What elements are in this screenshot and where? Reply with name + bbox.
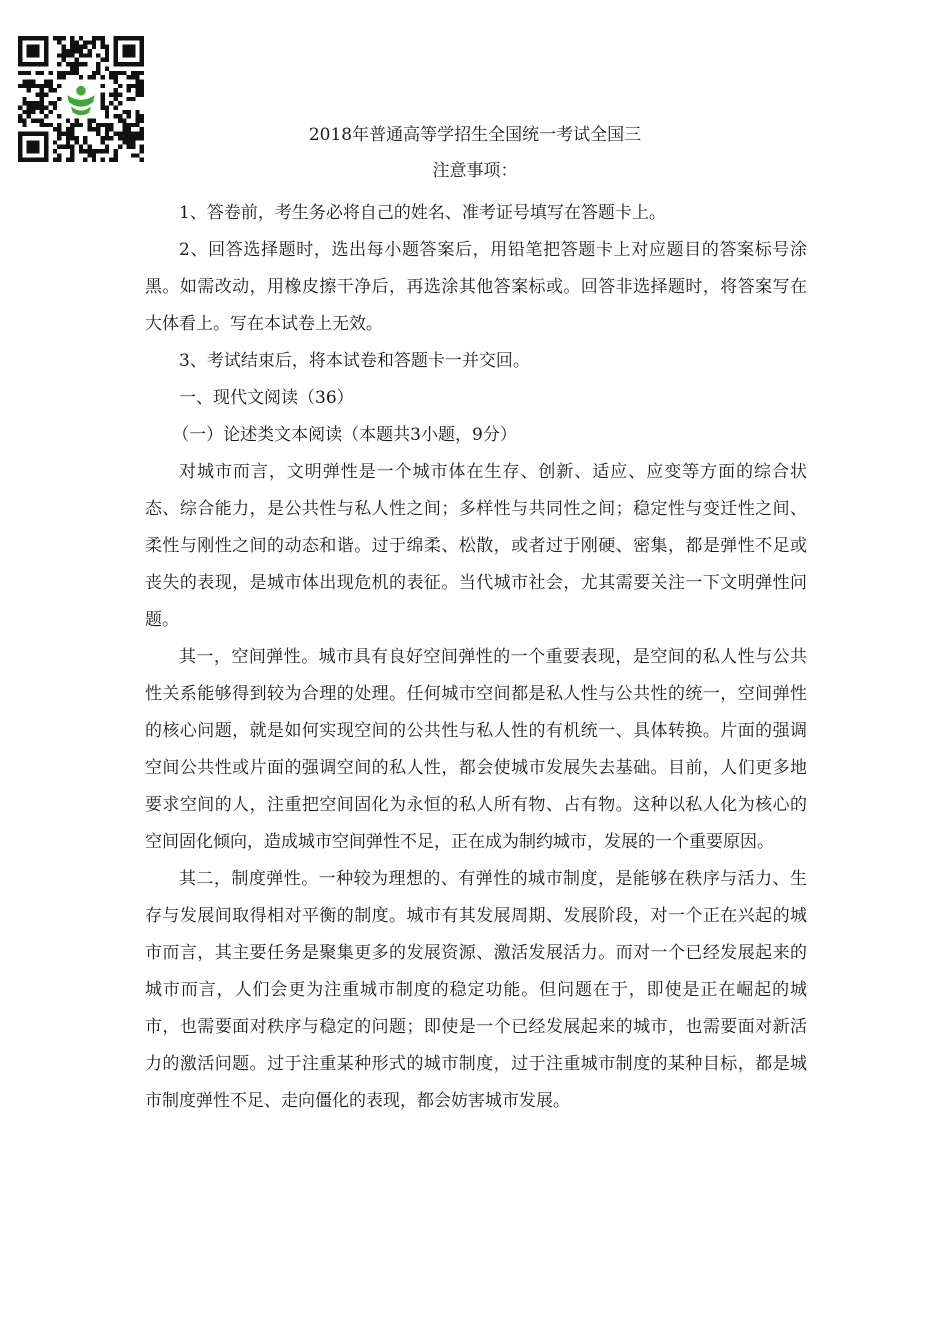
qr-module xyxy=(31,53,35,57)
qr-module xyxy=(140,79,144,83)
section-subtitle: （一）论述类文本阅读（本题共3小题，9分） xyxy=(172,425,517,445)
qr-module xyxy=(114,58,118,62)
qr-module xyxy=(79,149,83,153)
qr-module xyxy=(105,110,109,114)
qr-module xyxy=(22,36,26,40)
qr-module xyxy=(70,40,74,44)
qr-module xyxy=(57,36,61,40)
qr-module xyxy=(101,97,105,101)
qr-module xyxy=(127,88,131,92)
qr-module xyxy=(27,36,31,40)
qr-module xyxy=(18,106,22,110)
qr-module xyxy=(31,49,35,53)
qr-module xyxy=(79,36,83,40)
qr-module xyxy=(88,75,92,79)
qr-module xyxy=(101,149,105,153)
qr-module xyxy=(96,62,100,66)
qr-module xyxy=(35,149,39,153)
qr-module xyxy=(88,149,92,153)
qr-module xyxy=(118,36,122,40)
qr-module xyxy=(92,36,96,40)
qr-module xyxy=(122,49,126,53)
qr-module xyxy=(105,45,109,49)
qr-module xyxy=(70,62,74,66)
qr-module xyxy=(18,71,22,75)
qr-module xyxy=(27,101,31,105)
qr-module xyxy=(35,84,39,88)
qr-module xyxy=(44,36,48,40)
qr-module xyxy=(18,53,22,57)
qr-module xyxy=(122,71,126,75)
qr-module xyxy=(31,84,35,88)
qr-module xyxy=(114,45,118,49)
qr-module xyxy=(140,149,144,153)
qr-module xyxy=(114,62,118,66)
qr-module xyxy=(79,75,83,79)
qr-module xyxy=(140,58,144,62)
qr-module xyxy=(131,71,135,75)
qr-module xyxy=(88,40,92,44)
qr-module xyxy=(96,149,100,153)
qr-module xyxy=(44,149,48,153)
qr-module xyxy=(114,40,118,44)
qr-module xyxy=(79,53,83,57)
qr-module xyxy=(61,58,65,62)
qr-module xyxy=(48,110,52,114)
qr-module xyxy=(57,53,61,57)
qr-module xyxy=(53,101,57,105)
qr-module xyxy=(88,153,92,157)
qr-module xyxy=(74,49,78,53)
qr-module xyxy=(57,97,61,101)
qr-module xyxy=(131,36,135,40)
qr-module xyxy=(74,45,78,49)
qr-module xyxy=(118,71,122,75)
qr-module xyxy=(118,62,122,66)
notice-heading: 注意事项： xyxy=(432,161,518,181)
qr-module xyxy=(27,84,31,88)
qr-module xyxy=(127,110,131,114)
qr-module xyxy=(122,45,126,49)
qr-module xyxy=(40,88,44,92)
qr-module xyxy=(18,62,22,66)
qr-module xyxy=(18,45,22,49)
qr-module xyxy=(140,71,144,75)
qr-module xyxy=(88,53,92,57)
qr-module xyxy=(92,71,96,75)
qr-module xyxy=(18,84,22,88)
qr-module xyxy=(92,153,96,157)
qr-module xyxy=(31,106,35,110)
qr-module xyxy=(101,84,105,88)
qr-module xyxy=(135,79,139,83)
qr-module xyxy=(27,45,31,49)
qr-module xyxy=(83,40,87,44)
qr-module xyxy=(140,114,144,118)
qr-module xyxy=(35,106,39,110)
qr-module xyxy=(66,71,70,75)
qr-module xyxy=(122,53,126,57)
qr-module xyxy=(127,36,131,40)
qr-module xyxy=(61,45,65,49)
paragraph-1: 对城市而言，文明弹性是一个城市体在生存、创新、适应、应变等方面的综合状态、综合能力，是公共性与私人性之间；多样性与共同性之间；稳定性与变迁性之间、柔性与刚性之间的动态和谐。过于绵柔、松散，或者过于刚硬、密集，都是弹性不足或丧失的表现，是城市体出现危机的表征。当代城市社会，尤其需要关注一下文明弹性问题。 xyxy=(145,462,807,630)
qr-module xyxy=(35,53,39,57)
qr-module xyxy=(40,110,44,114)
qr-module xyxy=(61,75,65,79)
qr-module xyxy=(101,58,105,62)
qr-module xyxy=(118,92,122,96)
qr-module xyxy=(74,62,78,66)
qr-module xyxy=(114,149,118,153)
qr-module xyxy=(66,62,70,66)
qr-module xyxy=(105,49,109,53)
qr-module xyxy=(48,101,52,105)
qr-module xyxy=(44,79,48,83)
qr-module xyxy=(57,40,61,44)
qr-module xyxy=(74,66,78,70)
qr-module xyxy=(57,71,61,75)
qr-module xyxy=(101,45,105,49)
qr-module xyxy=(70,49,74,53)
qr-module xyxy=(27,49,31,53)
qr-module xyxy=(131,62,135,66)
qr-module xyxy=(140,36,144,40)
document-body xyxy=(145,195,807,1120)
qr-module xyxy=(44,58,48,62)
qr-module xyxy=(44,40,48,44)
qr-module xyxy=(27,62,31,66)
qr-module xyxy=(118,114,122,118)
qr-module xyxy=(57,153,61,157)
qr-module xyxy=(127,49,131,53)
qr-module xyxy=(57,84,61,88)
qr-module xyxy=(40,106,44,110)
qr-module xyxy=(135,84,139,88)
qr-module xyxy=(40,84,44,88)
qr-module xyxy=(18,36,22,40)
qr-module xyxy=(31,79,35,83)
qr-module xyxy=(83,53,87,57)
qr-module xyxy=(101,36,105,40)
qr-module xyxy=(131,45,135,49)
qr-module xyxy=(135,75,139,79)
qr-module xyxy=(140,92,144,96)
qr-module xyxy=(114,49,118,53)
qr-module xyxy=(70,66,74,70)
qr-module xyxy=(31,101,35,105)
qr-module xyxy=(74,40,78,44)
qr-module xyxy=(70,36,74,40)
page-title: 2018年普通高等学招生全国统一考试全国三 xyxy=(308,125,642,145)
qr-module xyxy=(105,106,109,110)
qr-module xyxy=(18,58,22,62)
qr-module xyxy=(53,36,57,40)
qr-module xyxy=(44,84,48,88)
qr-module xyxy=(22,101,26,105)
qr-module xyxy=(114,97,118,101)
qr-module xyxy=(135,71,139,75)
qr-module xyxy=(31,62,35,66)
qr-module xyxy=(35,45,39,49)
qr-module xyxy=(135,92,139,96)
qr-module xyxy=(74,71,78,75)
instruction-item-2: 2、回答选择题时，选出每小题答案后，用铅笔把答题卡上对应题目的答案标号涂黑。如需改动，用橡皮擦干净后，再选涂其他答案标或。回答非选择题时，将答案写在大体看上。写在本试卷上无效。 xyxy=(145,240,807,334)
qr-module xyxy=(53,88,57,92)
qr-module xyxy=(131,49,135,53)
qr-module xyxy=(57,75,61,79)
qr-module xyxy=(31,36,35,40)
qr-module xyxy=(127,53,131,57)
qr-module xyxy=(127,114,131,118)
qr-module xyxy=(114,79,118,83)
qr-module xyxy=(114,106,118,110)
qr-module xyxy=(27,114,31,118)
qr-module xyxy=(140,62,144,66)
qr-module xyxy=(92,149,96,153)
qr-module xyxy=(66,49,70,53)
qr-module xyxy=(35,62,39,66)
qr-module xyxy=(127,45,131,49)
qr-module xyxy=(96,53,100,57)
qr-module xyxy=(61,36,65,40)
qr-module xyxy=(48,71,52,75)
qr-module xyxy=(35,101,39,105)
qr-module xyxy=(40,62,44,66)
qr-module xyxy=(122,62,126,66)
qr-module xyxy=(31,45,35,49)
qr-module xyxy=(35,92,39,96)
qr-module xyxy=(40,97,44,101)
qr-module xyxy=(70,149,74,153)
qr-module xyxy=(48,88,52,92)
qr-module xyxy=(83,149,87,153)
qr-module xyxy=(35,36,39,40)
qr-module xyxy=(57,114,61,118)
qr-module xyxy=(131,97,135,101)
qr-module xyxy=(27,88,31,92)
qr-module xyxy=(105,58,109,62)
instruction-item-1: 1、答卷前，考生务必将自己的姓名、准考证号填写在答题卡上。 xyxy=(179,203,666,223)
qr-module xyxy=(57,62,61,66)
qr-module xyxy=(70,45,74,49)
qr-module xyxy=(140,49,144,53)
qr-module xyxy=(27,106,31,110)
qr-module xyxy=(92,45,96,49)
qr-module xyxy=(66,53,70,57)
qr-module xyxy=(27,53,31,57)
qr-module xyxy=(114,88,118,92)
paragraph-3: 其二，制度弹性。一种较为理想的、有弹性的城市制度，是能够在秩序与活力、生存与发展间取得相对平衡的制度。城市有其发展周期、发展阶段，对一个正在兴起的城市而言，其主要任务是聚集更多的发展资源、激活发展活力。而对一个已经发展起来的城市而言，人们会更为注重城市制度的稳定功能。但问题在于，即使是正在崛起的城市，也需要面对秩序与稳定的问题；即使是一个已经发展起来的城市，也需要面对新活力的激活问题。过于注重某种形式的城市制度，过于注重城市制度的某种目标，都是城市制度弹性不足、走向僵化的表现，都会妨害城市发展。 xyxy=(145,869,807,1111)
qr-module xyxy=(135,110,139,114)
qr-module xyxy=(140,84,144,88)
qr-module xyxy=(48,84,52,88)
qr-module xyxy=(96,71,100,75)
qr-module xyxy=(61,71,65,75)
qr-module xyxy=(118,84,122,88)
qr-module xyxy=(44,62,48,66)
qr-module xyxy=(53,149,57,153)
qr-module xyxy=(83,45,87,49)
qr-module xyxy=(140,45,144,49)
qr-module xyxy=(31,149,35,153)
qr-module xyxy=(114,71,118,75)
qr-module xyxy=(114,36,118,40)
qr-module xyxy=(131,53,135,57)
qr-module xyxy=(18,114,22,118)
qr-module xyxy=(101,92,105,96)
qr-module xyxy=(114,53,118,57)
qr-module xyxy=(31,110,35,114)
qr-module xyxy=(88,49,92,53)
qr-logo-icon xyxy=(64,82,99,117)
qr-module xyxy=(44,106,48,110)
qr-module xyxy=(135,153,139,157)
qr-module xyxy=(70,53,74,57)
qr-module xyxy=(118,101,122,105)
qr-module xyxy=(79,45,83,49)
qr-module xyxy=(105,66,109,70)
paragraph-2: 其一，空间弹性。城市具有良好空间弹性的一个重要表现，是空间的私人性与公共性关系能够得到较为合理的处理。任何城市空间都是私人性与公共性的统一，空间弹性的核心问题，就是如何实现空间的公共性与私人性的有机统一、具体转换。片面的强调空间公共性或片面的强调空间的私人性，都会使城市发展失去基础。目前，人们更多地要求空间的人，注重把空间固化为永恒的私人所有物、占有物。这种以私人化为核心的空间固化倾向，造成城市空间弹性不足，正在成为制约城市，发展的一个重要原因。 xyxy=(145,647,807,852)
qr-module xyxy=(22,84,26,88)
qr-module xyxy=(140,40,144,44)
qr-module xyxy=(35,49,39,53)
qr-module xyxy=(18,40,22,44)
qr-module xyxy=(70,153,74,157)
qr-module xyxy=(96,66,100,70)
qr-module xyxy=(114,75,118,79)
qr-module xyxy=(131,153,135,157)
qr-module xyxy=(105,114,109,118)
qr-module xyxy=(53,106,57,110)
qr-module xyxy=(96,36,100,40)
qr-module xyxy=(22,110,26,114)
qr-module xyxy=(92,40,96,44)
qr-module xyxy=(127,75,131,79)
qr-module xyxy=(40,92,44,96)
qr-module xyxy=(122,36,126,40)
qr-module xyxy=(48,79,52,83)
section-title: 一、现代文阅读（36） xyxy=(179,388,354,408)
qr-module xyxy=(61,49,65,53)
qr-module xyxy=(44,53,48,57)
qr-module xyxy=(114,153,118,157)
qr-module xyxy=(40,36,44,40)
qr-module xyxy=(35,71,39,75)
qr-module xyxy=(114,114,118,118)
qr-module xyxy=(22,79,26,83)
qr-module xyxy=(18,153,22,157)
qr-module xyxy=(92,75,96,79)
qr-module xyxy=(109,101,113,105)
qr-module xyxy=(101,101,105,105)
qr-module xyxy=(79,62,83,66)
qr-module xyxy=(27,71,31,75)
qr-module xyxy=(44,49,48,53)
qr-module xyxy=(27,149,31,153)
qr-module xyxy=(135,114,139,118)
qr-module xyxy=(74,58,78,62)
qr-module xyxy=(22,71,26,75)
qr-module xyxy=(135,62,139,66)
qr-module xyxy=(40,71,44,75)
qr-module xyxy=(44,114,48,118)
qr-module xyxy=(44,45,48,49)
qr-module xyxy=(140,88,144,92)
qr-module xyxy=(135,88,139,92)
qr-module xyxy=(109,75,113,79)
qr-module xyxy=(109,71,113,75)
qr-module xyxy=(135,36,139,40)
qr-module xyxy=(18,149,22,153)
qr-module xyxy=(122,110,126,114)
qr-module xyxy=(105,53,109,57)
qr-module xyxy=(61,53,65,57)
instruction-item-3: 3、考试结束后，将本试卷和答题卡一并交回。 xyxy=(179,351,530,371)
qr-module xyxy=(127,97,131,101)
qr-module xyxy=(114,92,118,96)
qr-module xyxy=(131,84,135,88)
qr-module xyxy=(101,106,105,110)
qr-module xyxy=(83,62,87,66)
qr-module xyxy=(131,75,135,79)
qr-module xyxy=(101,75,105,79)
qr-module xyxy=(18,49,22,53)
qr-module xyxy=(44,92,48,96)
qr-module xyxy=(101,40,105,44)
qr-module xyxy=(127,84,131,88)
qr-module xyxy=(79,49,83,53)
qr-module xyxy=(109,92,113,96)
qr-module xyxy=(140,53,144,57)
qr-module xyxy=(70,71,74,75)
qr-module xyxy=(22,62,26,66)
qr-module xyxy=(105,149,109,153)
qr-module xyxy=(127,62,131,66)
qr-module xyxy=(40,101,44,105)
qr-module xyxy=(44,153,48,157)
qr-module xyxy=(22,97,26,101)
qr-module xyxy=(27,79,31,83)
qr-module xyxy=(27,110,31,114)
